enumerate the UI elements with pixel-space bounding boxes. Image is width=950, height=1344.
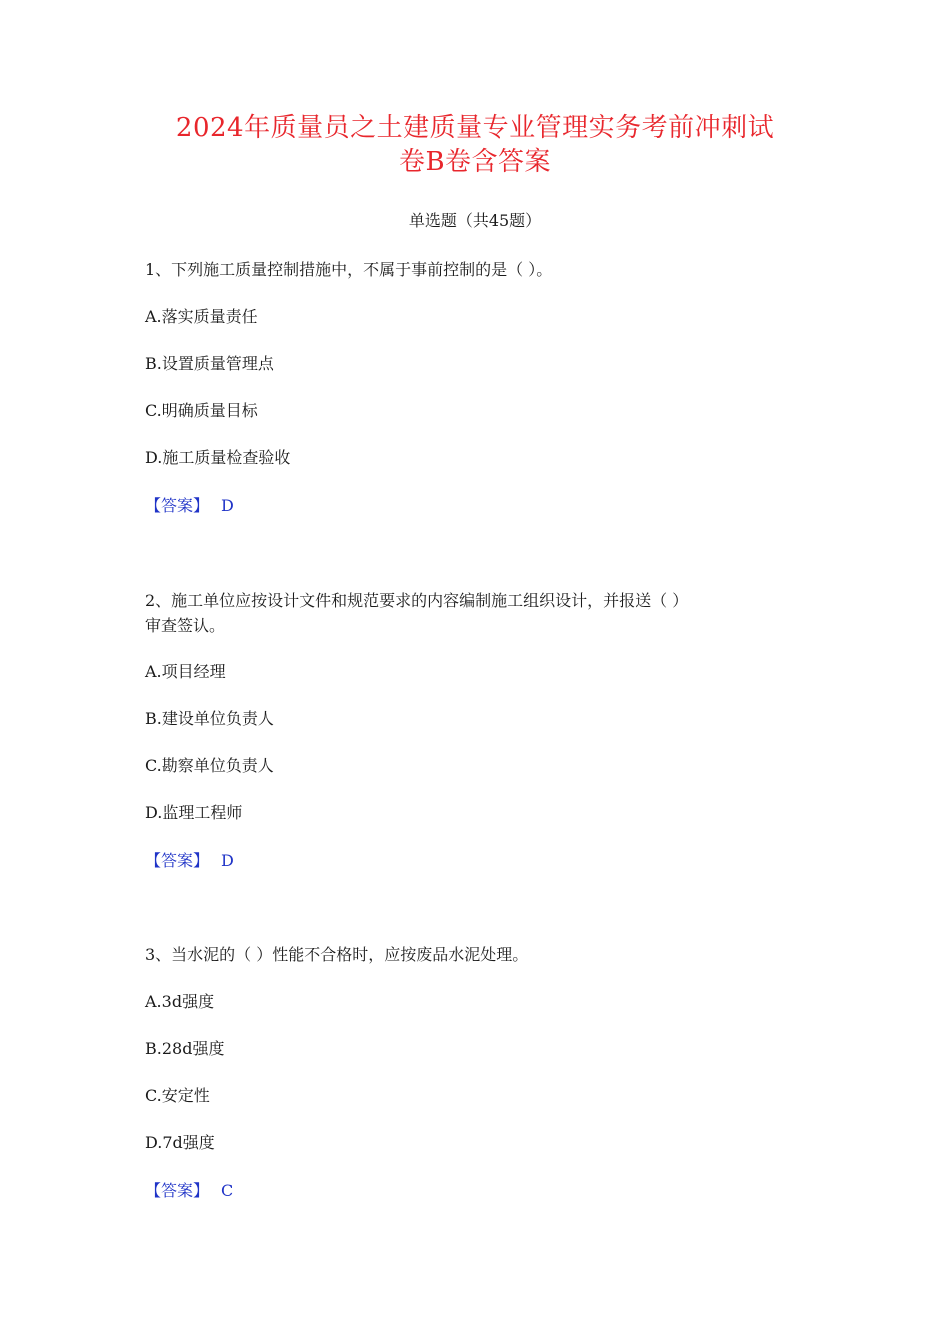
question-2-stem-line-1: 2、施工单位应按设计文件和规范要求的内容编制施工组织设计，并报送（ ） (145, 591, 689, 610)
question-3-option-d: D.7d强度 (145, 1133, 215, 1152)
question-3-option-a: A.3d强度 (145, 992, 215, 1011)
question-1-answer (145, 493, 234, 519)
question-2-option-d: D.监理工程师 (145, 803, 243, 822)
question-2-option-b: B.建设单位负责人 (145, 709, 274, 728)
answer-value: D (221, 851, 234, 870)
question-3-answer (145, 1178, 233, 1204)
answer-label: 【答案】 (145, 496, 210, 515)
question-3-option-b: B.28d强度 (145, 1039, 225, 1058)
question-2-option-c: C.勘察单位负责人 (145, 756, 274, 775)
question-1-option-c: C.明确质量目标 (145, 401, 258, 420)
question-2-option-a: A.项目经理 (145, 662, 226, 681)
question-1-option-d: D.施工质量检查验收 (145, 448, 291, 467)
question-2-stem-line-2: 审查签认。 (145, 616, 226, 635)
question-3-stem: 3、当水泥的（ ）性能不合格时，应按废品水泥处理。 (145, 945, 529, 964)
question-3-option-c: C.安定性 (145, 1086, 210, 1105)
document-title-line-1: 2024年质量员之土建质量专业管理实务考前冲刺试 (175, 113, 775, 143)
answer-value: D (221, 496, 234, 515)
answer-label: 【答案】 (145, 1181, 210, 1200)
section-header: 单选题（共45题） (408, 211, 542, 230)
question-1-option-a: A.落实质量责任 (145, 307, 258, 326)
question-2-answer (145, 848, 234, 874)
document-title-line-2: 卷B卷含答案 (398, 147, 552, 177)
question-1-stem: 1、下列施工质量控制措施中，不属于事前控制的是（ ）。 (145, 260, 553, 279)
answer-value: C (221, 1181, 234, 1200)
question-1-option-b: B.设置质量管理点 (145, 354, 274, 373)
answer-label: 【答案】 (145, 851, 210, 870)
